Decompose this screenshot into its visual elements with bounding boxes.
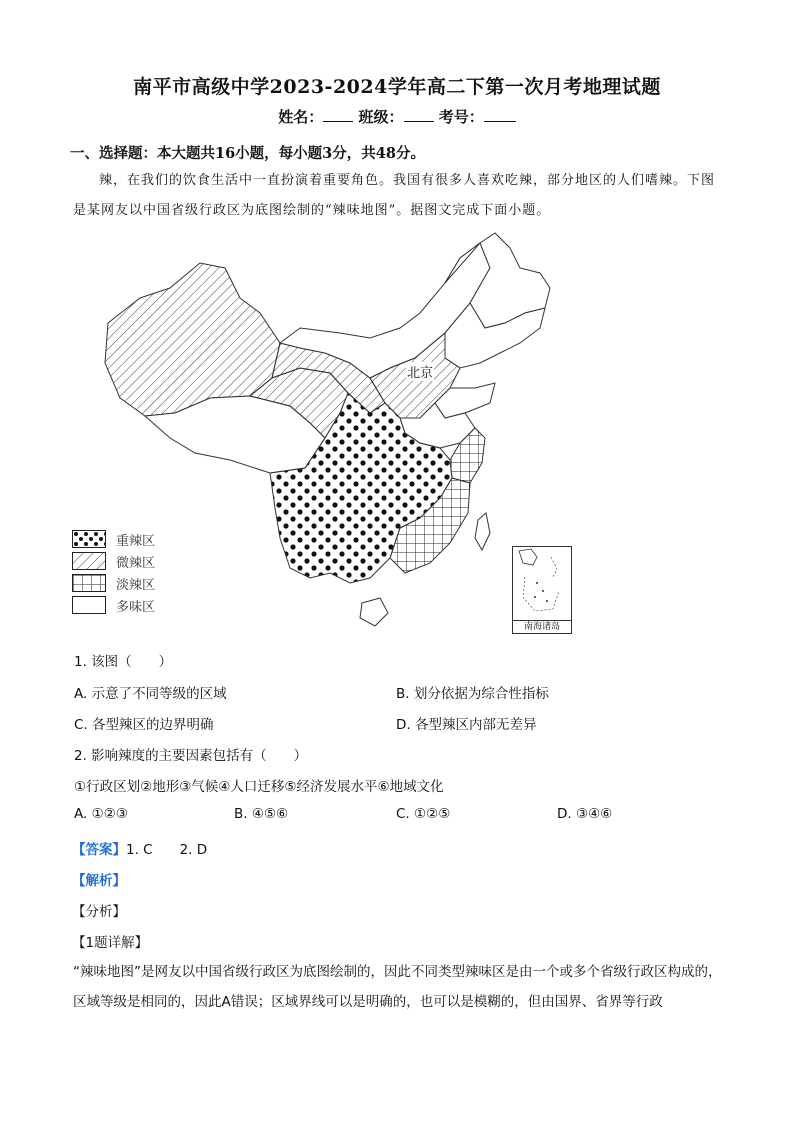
q2-option-b: B. ④⑤⑥ (234, 806, 289, 822)
legend-label: 重辣区 (116, 533, 156, 549)
answer-tag: 【答案】 (72, 842, 126, 858)
exam-no-blank (484, 107, 516, 122)
legend-label: 淡辣区 (116, 577, 156, 593)
question-2-stem: 2. 影响辣度的主要因素包括有（ ） (74, 748, 308, 764)
analysis-tag: 【解析】 (72, 873, 126, 889)
fenxi-tag: 【分析】 (72, 904, 126, 920)
q1-option-c: C. 各型辣区的边界明确 (74, 717, 214, 733)
class-label: 班级： (358, 108, 404, 126)
class-blank (404, 107, 434, 122)
q1-option-b: B. 划分依据为综合性指标 (396, 686, 549, 702)
legend-label: 多味区 (116, 599, 156, 615)
spicy-map (100, 228, 580, 638)
page-title: 南平市高级中学2023-2024学年高二下第一次月考地理试题 (133, 76, 661, 98)
name-blank (323, 107, 353, 122)
answer-line (72, 838, 207, 858)
exam-no-label: 考号： (438, 108, 484, 126)
region-taiwan (475, 513, 490, 550)
legend-item-heavy (72, 528, 155, 550)
legend-item-multi (72, 594, 155, 616)
q1-option-a: A. 示意了不同等级的区域 (74, 686, 227, 702)
region-hainan (360, 598, 388, 626)
material-text: 辣，在我们的饮食生活中一直扮演着重要角色。我国有很多人喜欢吃辣，部分地区的人们嗜辣。下图是某网友以中国省级行政区为底图绘制的“辣味地图”。据图文完成下面小题。 (73, 173, 716, 218)
section-heading: 一、选择题：本大题共16小题，每小题3分，共48分。 (70, 145, 425, 162)
question-1-stem: 1. 该图（ ） (74, 654, 173, 670)
q1-option-d: D. 各型辣区内部无差异 (396, 717, 537, 733)
answer-text: 1. C 2. D (126, 842, 208, 858)
legend-label: 微辣区 (116, 555, 156, 571)
legend-swatch-blank (72, 596, 106, 614)
beijing-label: 北京 (406, 362, 434, 381)
name-label: 姓名： (278, 108, 324, 126)
detail-text: “辣味地图”是网友以中国省级行政区为底图绘制的，因此不同类型辣味区是由一个或多个省级行政区构成的，区域等级是相同的，因此A错误；区域界线可以是明确的，也可以是模糊的，但由国界、省界等行政 (73, 964, 722, 1010)
q2-option-a: A. ①②③ (74, 806, 128, 822)
map-legend (72, 528, 155, 616)
q2-factors: ①行政区划②地形③气候④人口迁移⑤经济发展水平⑥地域文化 (74, 779, 444, 795)
south-china-sea-inset (512, 546, 572, 634)
q2-option-c: C. ①②⑤ (396, 806, 451, 822)
detail-tag: 【1题详解】 (72, 935, 149, 951)
inset-label: 南海诸岛 (513, 620, 571, 633)
q2-option-d: D. ③④⑥ (557, 806, 613, 822)
legend-item-mild (72, 550, 155, 572)
legend-item-light (72, 572, 155, 594)
student-info-line (0, 106, 794, 127)
